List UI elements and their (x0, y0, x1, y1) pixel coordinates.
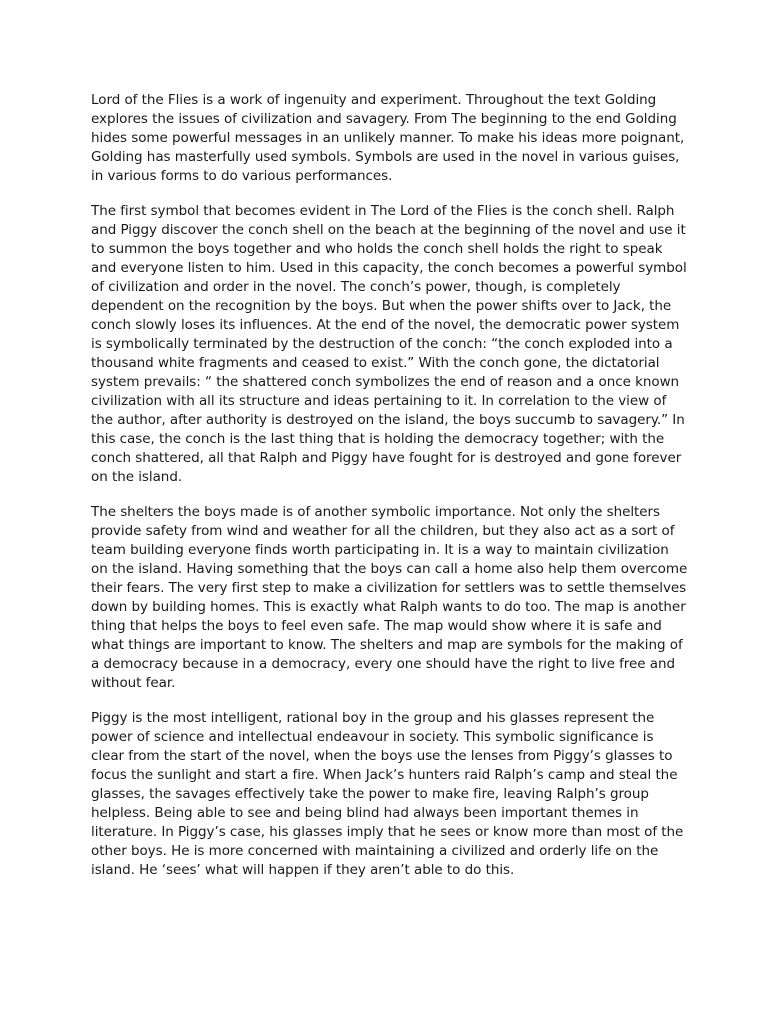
paragraph-piggys-glasses: Piggy is the most intelligent, rational boy in the group and his glasses represent the power of science and intellectual endeavour in society. This symbolic significance is clear from the start of the novel, when the boys use the lenses from Piggy’s glasses to focus the sunlight and start a fire. When Jack’s hunters raid Ralph’s camp and steal the glasses, the savages effectively take the power to make fire, leaving Ralph’s group helpless. Being able to see and being blind had always been important themes in literature. In Piggy’s case, his glasses imply that he sees or know more than most of the other boys. He is more concerned with maintaining a civilized and orderly life on the island. He ‘sees’ what will happen if they aren’t able to do this. (91, 710, 684, 878)
paragraph-introduction: Lord of the Flies is a work of ingenuity and experiment. Throughout the text Golding explores the issues of civilization and savagery. From The beginning to the end Golding hides some powerful messages in an unlikely manner. To make his ideas more poignant, Golding has masterfully used symbols. Symbols are used in the novel in various guises, in various forms to do various performances. (91, 92, 685, 184)
paragraph-conch-shell: The first symbol that becomes evident in The Lord of the Flies is the conch shell. Ralph and Piggy discover the conch shell on the beach at the beginning of the novel and use it to summon the boys together and who holds the conch shell holds the right to speak and everyone listen to him. Used in this capacity, the conch becomes a powerful symbol of civilization and order in the novel. The conch’s power, though, is completely dependent on the recognition by the boys. But when the power shifts over to Jack, the conch slowly loses its influences. At the end of the novel, the democratic power system is symbolically terminated by the destruction of the conch: “the conch exploded into a thousand white fragments and ceased to exist.” With the conch gone, the dictatorial system prevails: “ the shattered conch symbolizes the end of reason and a once known civilization with all its structure and ideas pertaining to it. In correlation to the view of the author, after authority is destroyed on the island, the boys succumb to savagery.” In this case, the conch is the last thing that is holding the democracy together; with the conch shattered, all that Ralph and Piggy have fought for is destroyed and gone forever on the island. (91, 203, 687, 485)
paragraph-shelters: The shelters the boys made is of another symbolic importance. Not only the shelters provide safety from wind and weather for all the children, but they also act as a sort of team building everyone finds worth participating in. It is a way to maintain civilization on the island. Having something that the boys can call a home also help them overcome their fears. The very first step to make a civilization for settlers was to settle themselves down by building homes. This is exactly what Ralph wants to do too. The map is another thing that helps the boys to feel even safe. The map would show where it is safe and what things are important to know. The shelters and map are symbols for the making of a democracy because in a democracy, every one should have the right to live free and without fear. (91, 504, 688, 691)
